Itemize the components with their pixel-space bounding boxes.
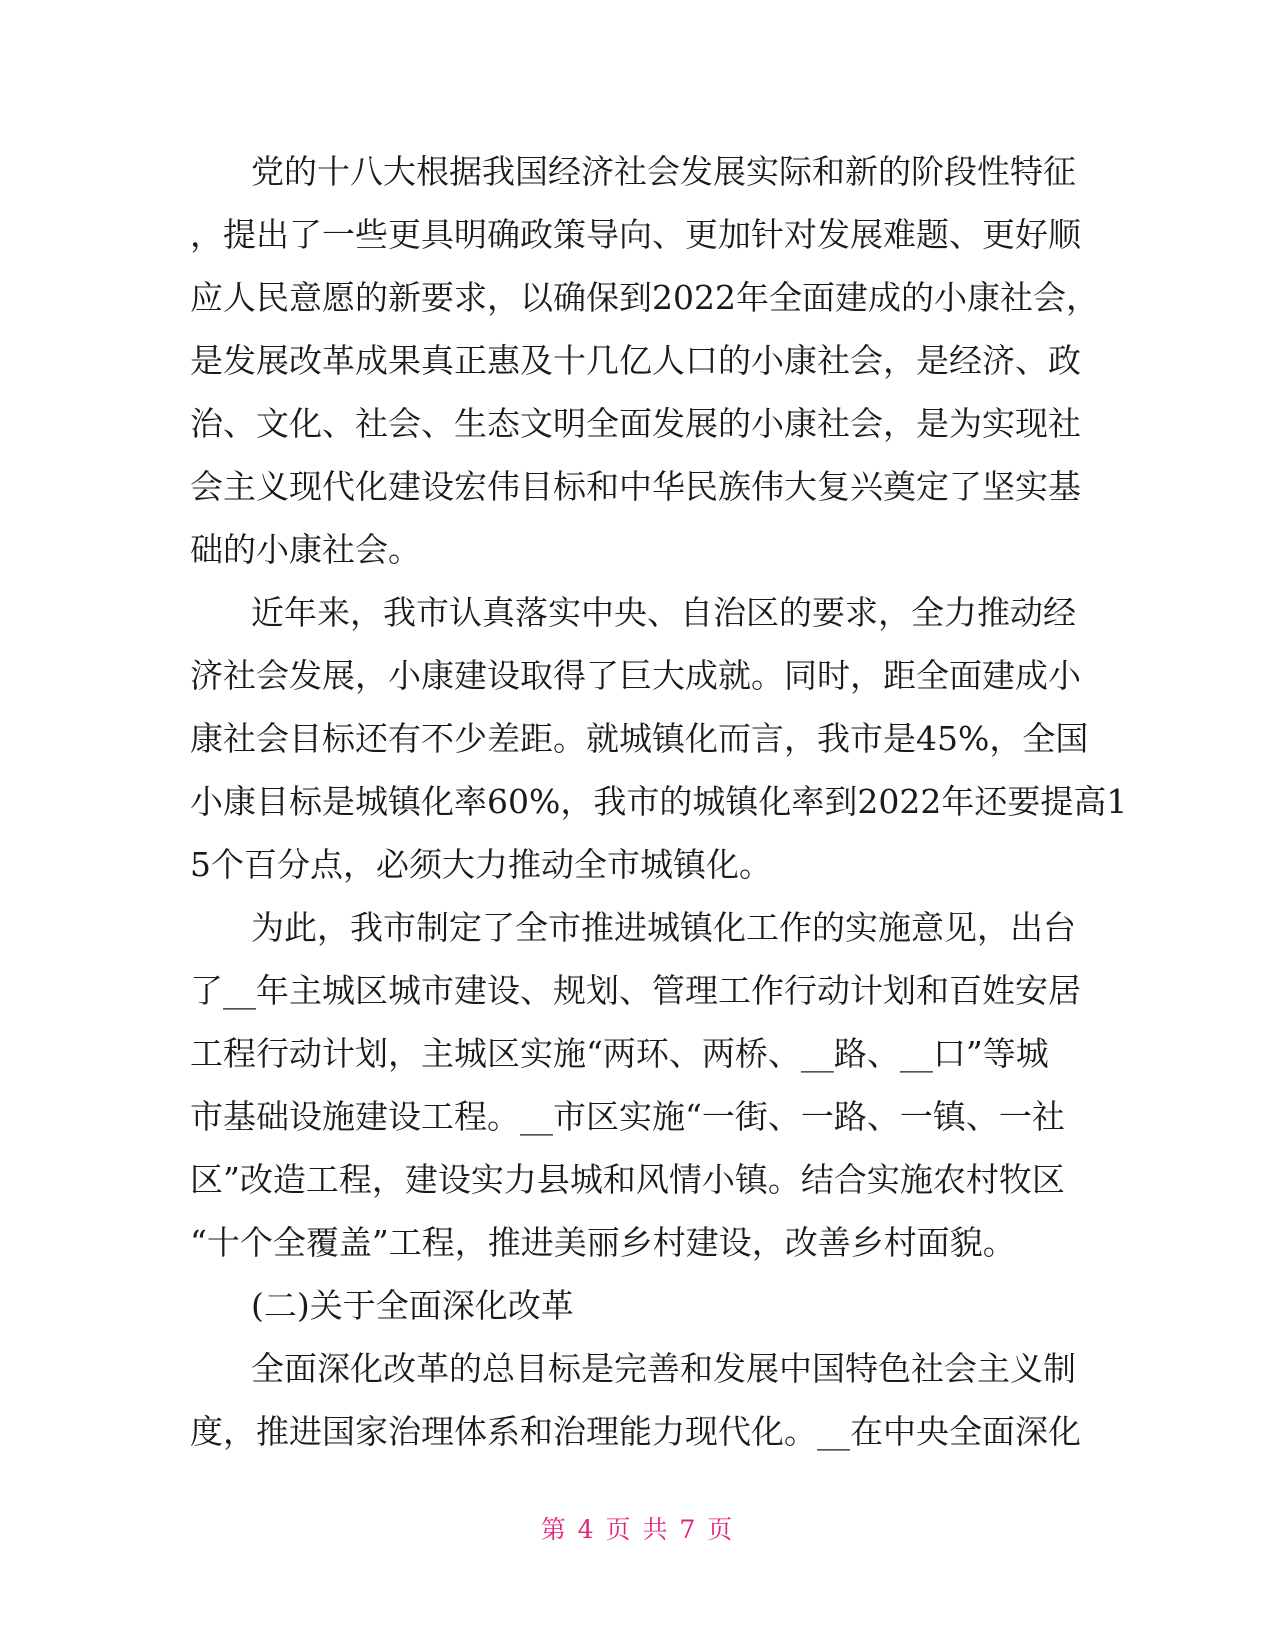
text-line: 康社会目标还有不少差距。就城镇化而言，我市是45%，全国 (190, 719, 1089, 758)
page-footer (0, 1510, 1275, 1546)
text-line: 应人民意愿的新要求，以确保到2022年全面建成的小康社会， (190, 278, 1099, 317)
text-line: 会主义现代化建设宏伟目标和中华民族伟大复兴奠定了坚实基 (190, 467, 1081, 506)
text-line: 了__年主城区城市建设、规划、管理工作行动计划和百姓安居 (190, 971, 1081, 1010)
page-number-label: 第 4 页 共 7 页 (540, 1515, 735, 1544)
section-heading: (二)关于全面深化改革 (251, 1286, 574, 1325)
text-line: 近年来，我市认真落实中央、自治区的要求，全力推动经 (251, 593, 1076, 632)
text-line: 党的十八大根据我国经济社会发展实际和新的阶段性特征 (251, 152, 1076, 191)
text-line: 工程行动计划，主城区实施“两环、两桥、__路、__口”等城 (190, 1034, 1049, 1073)
text-line: 度，推进国家治理体系和治理能力现代化。__在中央全面深化 (190, 1412, 1081, 1451)
text-line: 区”改造工程，建设实力县城和风情小镇。结合实施农村牧区 (190, 1160, 1065, 1199)
text-line: 5个百分点，必须大力推动全市城镇化。 (190, 845, 772, 884)
text-line: 治、文化、社会、生态文明全面发展的小康社会，是为实现社 (190, 404, 1081, 443)
text-line: 小康目标是城镇化率60%，我市的城镇化率到2022年还要提高1 (190, 782, 1128, 821)
text-line: “十个全覆盖”工程，推进美丽乡村建设，改善乡村面貌。 (190, 1223, 1016, 1262)
text-line: 全面深化改革的总目标是完善和发展中国特色社会主义制 (251, 1349, 1076, 1388)
text-line: 市基础设施建设工程。__市区实施“一街、一路、一镇、一社 (190, 1097, 1065, 1136)
text-line: 济社会发展，小康建设取得了巨大成就。同时，距全面建成小 (190, 656, 1081, 695)
text-line: 础的小康社会。 (190, 530, 421, 569)
text-line: 是发展改革成果真正惠及十几亿人口的小康社会，是经济、政 (190, 341, 1081, 380)
text-line: ，提出了一些更具明确政策导向、更加针对发展难题、更好顺 (190, 215, 1081, 254)
document-body (190, 140, 1128, 1463)
text-line: 为此，我市制定了全市推进城镇化工作的实施意见，出台 (251, 908, 1076, 947)
